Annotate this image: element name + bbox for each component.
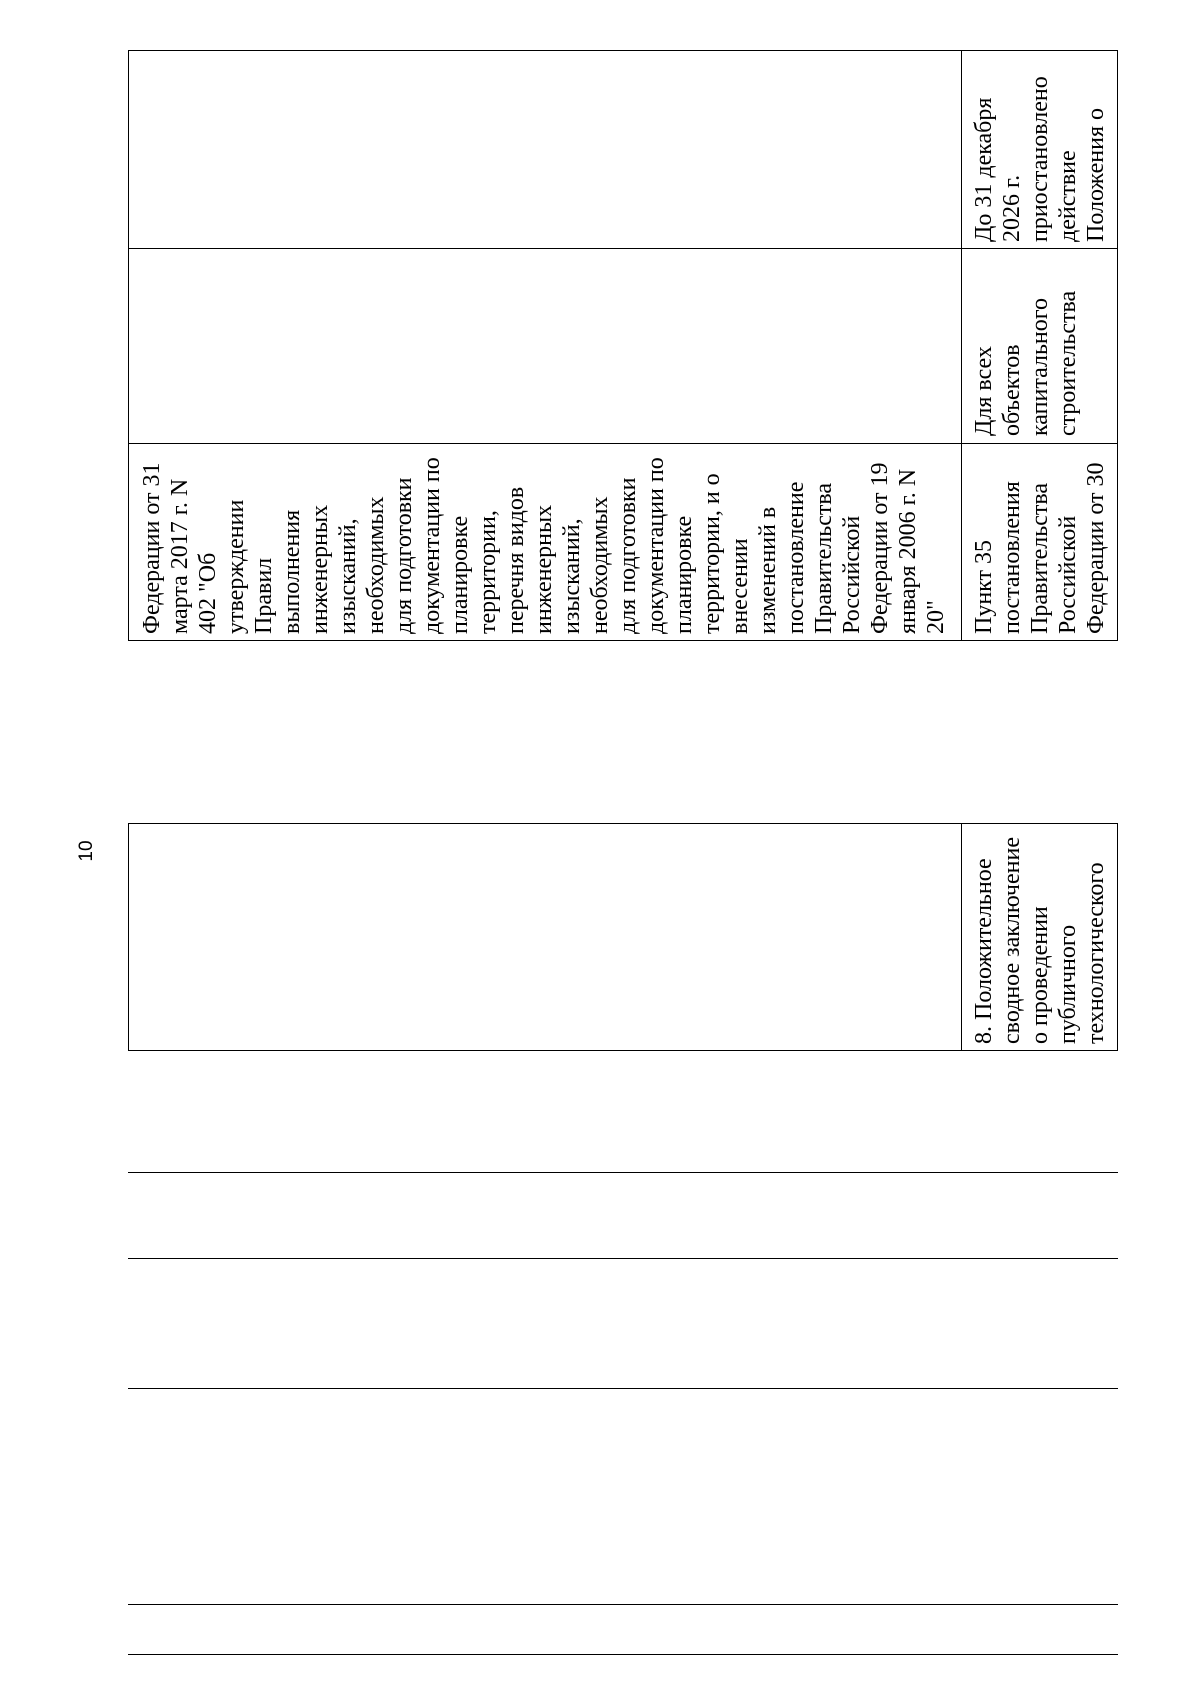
page-number: 10 bbox=[76, 840, 97, 862]
table-border-bottom-upper bbox=[128, 640, 1118, 641]
lower-table-border-top bbox=[128, 823, 1118, 824]
cell-legal-basis-row2: Пункт 35 постановления Правительства Российской Федерации от 30 bbox=[971, 462, 1109, 634]
cell-document-item-8: 8. Положительное сводное заключение о проведении публичного технологического bbox=[971, 837, 1109, 1044]
rule-4 bbox=[128, 1604, 1118, 1605]
table-border-left bbox=[128, 50, 129, 641]
table-border-right bbox=[1117, 50, 1118, 641]
lower-table-border-left bbox=[128, 823, 129, 1051]
cell-legal-basis-text: Федерации от 31 марта 2017 г. N 402 "Об утверждении Правил выполнения инженерных изысканий, необходимых для подготовки документации по планировке территории, перечня видов инженерных изысканий, необходимых для подготовки документации по планировке территории, и о внесении изменений в постановление Правительства Российской Федерации от 19 января 2006 г. N 20" bbox=[139, 457, 949, 634]
lower-table-border-right bbox=[1117, 823, 1118, 1051]
table-divider-c2 bbox=[128, 443, 1118, 444]
cell-scope-row2: Для всех объектов капитального строительства bbox=[971, 290, 1081, 436]
rule-1 bbox=[128, 1172, 1118, 1173]
table-border-top bbox=[128, 50, 1118, 51]
rule-5 bbox=[128, 1654, 1118, 1655]
lower-table-row-divider bbox=[961, 823, 962, 1051]
rule-2 bbox=[128, 1258, 1118, 1259]
cell-deadline-row2: До 31 декабря 2026 г. приостановлено действие Положения о bbox=[971, 76, 1109, 242]
lower-table-border-bottom bbox=[128, 1050, 1118, 1051]
rule-3 bbox=[128, 1388, 1118, 1389]
table-row-divider-upper bbox=[961, 50, 962, 641]
table-divider-c1 bbox=[128, 248, 1118, 249]
